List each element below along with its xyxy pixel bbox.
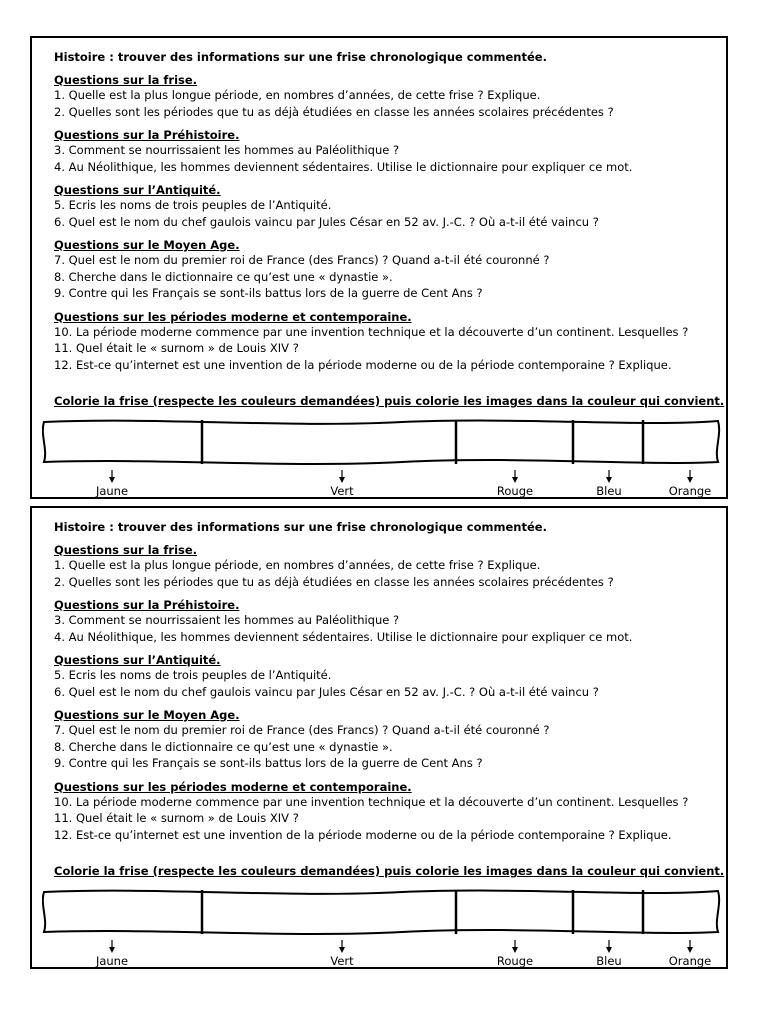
question-line: 10. La période moderne commence par une invention technique et la découverte d’un continent. Lesquelles ? xyxy=(54,324,689,339)
timeline-band[interactable] xyxy=(43,421,719,464)
question-line: 6. Quel est le nom du chef gaulois vaincu par Jules César en 52 av. J.-C. ? Où a-t-il été vaincu ? xyxy=(54,684,599,699)
question-section xyxy=(54,543,716,590)
section-heading: Questions sur la Préhistoire. xyxy=(54,598,240,612)
question-line: 7. Quel est le nom du premier roi de France (des Francs) ? Quand a-t-il été couronné ? xyxy=(54,723,550,737)
arrowhead-icon xyxy=(606,477,612,483)
arrowhead-icon xyxy=(109,947,115,953)
worksheet-card-bottom xyxy=(30,506,728,969)
worksheet-title: Histoire : trouver des informations sur une frise chronologique commentée. xyxy=(54,520,547,534)
color-label: Vert xyxy=(330,954,354,968)
section-heading: Questions sur la Préhistoire. xyxy=(54,128,240,142)
arrowhead-icon xyxy=(512,947,518,953)
section-heading: Questions sur le Moyen Age. xyxy=(54,708,240,722)
question-section xyxy=(54,73,716,120)
question-section xyxy=(54,128,716,175)
questions-block xyxy=(54,514,716,843)
question-line: 9. Contre qui les Français se sont-ils battus lors de la guerre de Cent Ans ? xyxy=(54,286,483,300)
question-line: 2. Quelles sont les périodes que tu as déjà étudiées en classe les années scolaires précédentes ? xyxy=(54,104,614,119)
section-heading: Questions sur la frise. xyxy=(54,73,198,87)
color-marker xyxy=(669,470,712,498)
section-heading: Questions sur l’Antiquité. xyxy=(54,653,221,667)
color-marker xyxy=(95,940,128,968)
timeline-frise xyxy=(42,416,722,498)
question-section xyxy=(54,708,716,772)
color-marker xyxy=(497,940,533,968)
arrowhead-icon xyxy=(687,477,693,483)
question-section xyxy=(54,183,716,230)
timeline-frise xyxy=(42,886,722,968)
question-line: 12. Est-ce qu’internet est une invention de la période moderne ou de la période contemporaine ? Explique. xyxy=(54,827,672,842)
section-heading: Questions sur les périodes moderne et contemporaine. xyxy=(54,309,412,324)
color-label: Vert xyxy=(330,484,354,498)
color-marker xyxy=(95,470,128,498)
color-label: Bleu xyxy=(596,954,622,968)
arrowhead-icon xyxy=(512,477,518,483)
color-marker xyxy=(330,470,354,498)
arrowhead-icon xyxy=(687,947,693,953)
section-heading: Questions sur le Moyen Age. xyxy=(54,238,240,252)
question-line: 8. Cherche dans le dictionnaire ce qu’est une « dynastie ». xyxy=(54,269,393,284)
question-line: 7. Quel est le nom du premier roi de France (des Francs) ? Quand a-t-il été couronné ? xyxy=(54,253,550,267)
coloring-instruction: Colorie la frise (respecte les couleurs demandées) puis colorie les images dans la couleur qui convient. xyxy=(54,394,725,408)
color-marker xyxy=(669,940,712,968)
question-line: 4. Au Néolithique, les hommes deviennent sédentaires. Utilise le dictionnaire pour expliquer ce mot. xyxy=(54,629,633,644)
question-line: 3. Comment se nourrissaient les hommes au Paléolithique ? xyxy=(54,143,400,157)
questions-block xyxy=(54,44,716,373)
question-line: 2. Quelles sont les périodes que tu as déjà étudiées en classe les années scolaires précédentes ? xyxy=(54,574,614,589)
question-line: 3. Comment se nourrissaient les hommes au Paléolithique ? xyxy=(54,613,400,627)
arrowhead-icon xyxy=(339,947,345,953)
question-line: 10. La période moderne commence par une invention technique et la découverte d’un continent. Lesquelles ? xyxy=(54,794,689,809)
color-label: Rouge xyxy=(496,954,534,968)
question-line: 6. Quel est le nom du chef gaulois vaincu par Jules César en 52 av. J.-C. ? Où a-t-il été vaincu ? xyxy=(54,214,599,229)
question-section xyxy=(54,598,716,645)
timeline-band[interactable] xyxy=(43,891,719,934)
color-label: Rouge xyxy=(496,484,534,498)
section-heading: Questions sur l’Antiquité. xyxy=(54,183,221,197)
question-section xyxy=(54,310,716,374)
question-line: 8. Cherche dans le dictionnaire ce qu’est une « dynastie ». xyxy=(54,739,393,754)
question-line: 1. Quelle est la plus longue période, en nombres d’années, de cette frise ? Explique. xyxy=(54,558,541,572)
section-heading: Questions sur les périodes moderne et contemporaine. xyxy=(54,779,412,794)
color-label: Jaune xyxy=(95,954,129,968)
color-label: Orange xyxy=(668,954,712,968)
question-line: 1. Quelle est la plus longue période, en nombres d’années, de cette frise ? Explique. xyxy=(54,88,541,102)
question-line: 5. Ecris les noms de trois peuples de l’Antiquité. xyxy=(54,668,332,682)
arrowhead-icon xyxy=(606,947,612,953)
color-label: Orange xyxy=(668,484,712,498)
coloring-instruction: Colorie la frise (respecte les couleurs demandées) puis colorie les images dans la couleur qui convient. xyxy=(54,864,725,878)
question-line: 5. Ecris les noms de trois peuples de l’Antiquité. xyxy=(54,198,332,212)
color-marker xyxy=(596,470,621,498)
color-marker xyxy=(497,470,533,498)
color-label: Bleu xyxy=(596,484,622,498)
worksheet-title: Histoire : trouver des informations sur une frise chronologique commentée. xyxy=(54,50,547,64)
color-marker xyxy=(596,940,621,968)
question-section xyxy=(54,653,716,700)
worksheet-card-top xyxy=(30,36,728,499)
question-line: 4. Au Néolithique, les hommes deviennent sédentaires. Utilise le dictionnaire pour expliquer ce mot. xyxy=(54,159,633,174)
question-section xyxy=(54,780,716,844)
color-marker xyxy=(330,940,354,968)
section-heading: Questions sur la frise. xyxy=(54,543,198,557)
question-line: 9. Contre qui les Français se sont-ils battus lors de la guerre de Cent Ans ? xyxy=(54,756,483,770)
color-label: Jaune xyxy=(95,484,129,498)
question-line: 11. Quel était le « surnom » de Louis XIV ? xyxy=(54,811,299,825)
question-line: 11. Quel était le « surnom » de Louis XIV ? xyxy=(54,341,299,355)
arrowhead-icon xyxy=(109,477,115,483)
arrowhead-icon xyxy=(339,477,345,483)
question-section xyxy=(54,238,716,302)
question-line: 12. Est-ce qu’internet est une invention de la période moderne ou de la période contemporaine ? Explique. xyxy=(54,357,672,372)
